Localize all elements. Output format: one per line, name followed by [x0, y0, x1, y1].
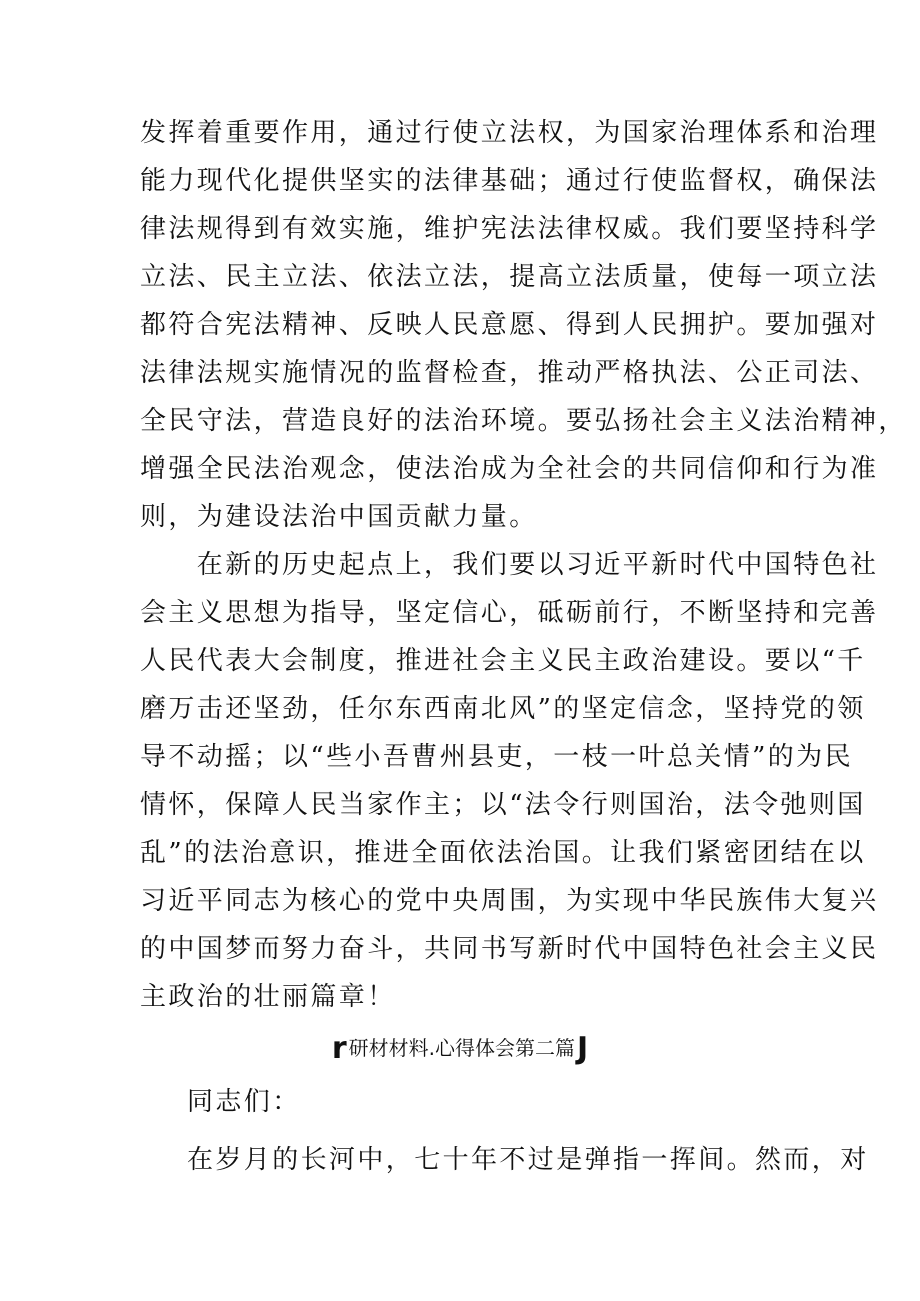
- paragraph-line: 的中国梦而努力奋斗，共同书写新时代中国特色社会主义民: [140, 934, 879, 964]
- paragraph-line: 会主义思想为指导，坚定信心，砥砺前行，不断坚持和完善: [140, 598, 879, 628]
- heading-right-bracket: J: [576, 1031, 589, 1066]
- paragraph-line: 立法、民主立法、依法立法，提高立法质量，使每一项立法: [140, 262, 879, 292]
- paragraph-line: 则，为建设法治中国贡献力量。: [140, 502, 538, 532]
- paragraph-line: 习近平同志为核心的党中央周围，为实现中华民族伟大复兴: [140, 886, 879, 916]
- paragraph-line: 乱”的法治意识，推进全面依法治国。让我们紧密团结在以: [140, 838, 866, 868]
- paragraph-line: 导不动摇；以“些小吾曹州县吏，一枝一叶总关情”的为民: [140, 742, 853, 772]
- paragraph-line: 情怀，保障人民当家作主；以“法令行则国治，法令弛则国: [140, 790, 866, 820]
- paragraph-line: 在新的历史起点上，我们要以习近平新时代中国特色社: [140, 550, 879, 580]
- paragraph-2: [140, 541, 879, 1021]
- paragraph-line: 法律法规实施情况的监督检查，推动严格执法、公正司法、: [140, 358, 879, 388]
- paragraph-3: [187, 1136, 869, 1184]
- paragraph-line: 主政治的壮丽篇章！: [140, 982, 396, 1012]
- paragraph-line: 全民守法，营造良好的法治环境。要弘扬社会主义法治精神，: [140, 406, 907, 436]
- paragraph-line: 磨万击还坚劲，任尔东西南北风”的坚定信念，坚持党的领: [140, 694, 866, 724]
- heading-title: 研材材料.心得体会第二篇: [348, 1036, 575, 1060]
- paragraph-line: 人民代表大会制度，推进社会主义民主政治建设。要以“千: [140, 646, 866, 676]
- paragraph-line: 在岁月的长河中，七十年不过是弹指一挥间。然而，对: [187, 1145, 869, 1175]
- salutation: 同志们：: [187, 1087, 301, 1117]
- paragraph-line: 增强全民法治观念，使法治成为全社会的共同信仰和行为准: [140, 454, 879, 484]
- paragraph-line: 都符合宪法精神、反映人民意愿、得到人民拥护。要加强对: [140, 310, 879, 340]
- paragraph-1: [140, 109, 907, 541]
- paragraph-line: 能力现代化提供坚实的法律基础；通过行使监督权，确保法: [140, 166, 879, 196]
- paragraph-line: 律法规得到有效实施，维护宪法法律权威。我们要坚持科学: [140, 214, 879, 244]
- section-heading: [0, 1030, 920, 1067]
- paragraph-line: 发挥着重要作用，通过行使立法权，为国家治理体系和治理: [140, 118, 879, 148]
- heading-left-bracket: r: [331, 1031, 347, 1066]
